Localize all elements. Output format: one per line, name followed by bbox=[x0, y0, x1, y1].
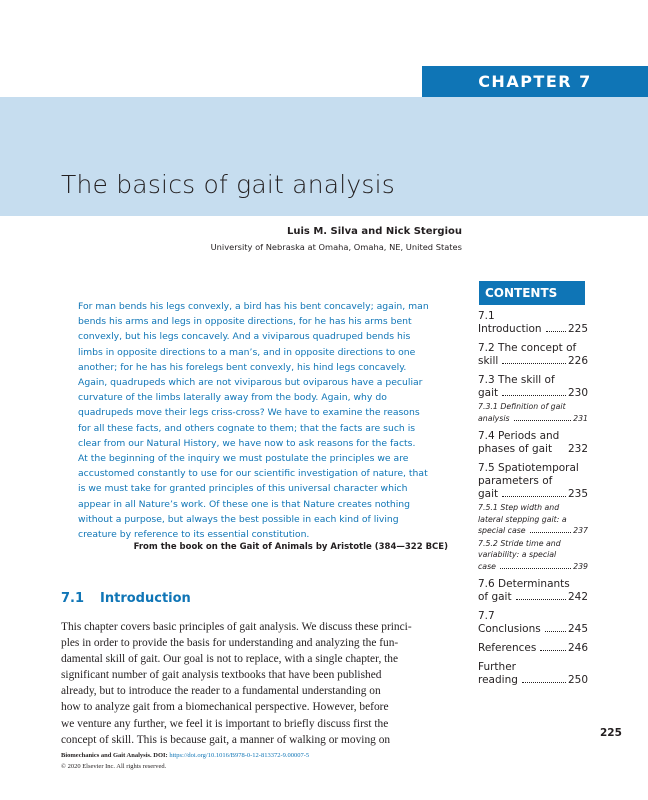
chapter-title: The basics of gait analysis bbox=[61, 170, 396, 199]
toc-entry-page: 250 bbox=[567, 674, 588, 686]
toc-entry-number: 7.4 Periods and bbox=[478, 430, 560, 442]
toc-entry-page: 239 bbox=[573, 561, 588, 571]
footer-book-line bbox=[61, 752, 309, 759]
toc-entry-page: 246 bbox=[567, 642, 588, 654]
toc-entry[interactable] bbox=[478, 374, 588, 400]
body-line: we venture any further, we feel it is important to briefly discuss first the bbox=[61, 717, 389, 730]
toc-entry-page: 231 bbox=[573, 413, 588, 423]
toc-entry-label: Conclusions bbox=[478, 623, 541, 635]
toc-entry-number-cont: variability: a special bbox=[478, 550, 557, 559]
epigraph-line: appear in all Nature’s work. Of these one is that Nature creates nothing bbox=[78, 498, 411, 510]
toc-entry-label: analysis bbox=[478, 413, 510, 423]
toc-entry-page: 235 bbox=[567, 488, 588, 500]
epigraph-line: For man bends his legs convexly, a bird has his bent concavely; again, man bbox=[78, 301, 429, 312]
toc-entry-label: Introduction bbox=[478, 323, 542, 335]
epigraph-line: curvature of the limbs laterally away from the body. Again, why do bbox=[78, 392, 387, 404]
toc-entry-number: Further bbox=[478, 661, 516, 673]
epigraph-line: for all these facts, and others cognate to them; that the facts are such is bbox=[78, 422, 416, 434]
toc-entry-label: skill bbox=[478, 355, 499, 367]
toc-entry-number: 7.3 The skill of bbox=[478, 374, 555, 386]
body-line: concept of skill. This is because gait, a manner of walking or moving on bbox=[61, 733, 391, 746]
epigraph-line: limbs in opposite directions to a man’s, and in opposite directions to one bbox=[78, 346, 416, 358]
table-of-contents bbox=[478, 310, 588, 693]
epigraph-line: quadrupeds move their legs criss-cross? We have to examine the reasons bbox=[78, 407, 420, 419]
toc-entry-label: gait bbox=[478, 387, 499, 399]
toc-subentry[interactable] bbox=[478, 401, 588, 424]
epigraph-line: bends his arms and legs in opposite directions, for he has his arms bent bbox=[78, 316, 412, 328]
toc-entry[interactable] bbox=[478, 342, 588, 368]
toc-subentry[interactable] bbox=[478, 538, 588, 573]
epigraph-line: accustomed constantly to use for our scientific investigation of nature, that bbox=[78, 468, 428, 480]
affiliation: University of Nebraska at Omaha, Omaha, NE, United States bbox=[210, 242, 462, 252]
contents-heading: CONTENTS bbox=[479, 281, 585, 305]
toc-entry-label: special case bbox=[478, 526, 526, 535]
epigraph-line: creature by reference to its essential constitution. bbox=[78, 529, 310, 541]
section-title: Introduction bbox=[100, 591, 191, 606]
toc-entry-label: reading bbox=[478, 674, 518, 686]
toc-entry-page: 226 bbox=[567, 355, 588, 367]
toc-entry-number: 7.2 The concept of bbox=[478, 342, 577, 354]
toc-entry-label: gait bbox=[478, 488, 499, 500]
toc-entry-number: 7.5 Spatiotemporal bbox=[478, 462, 579, 474]
body-line: damental skill of gait. Our goal is not to replace, with a single chapter, the bbox=[61, 653, 399, 666]
footer-copyright: © 2020 Elsevier Inc. All rights reserved. bbox=[61, 763, 167, 770]
body-line: already, but to introduce the reader to a fundamental understanding on bbox=[61, 685, 381, 698]
epigraph-line: another; for he has his forelegs bent convexly, his hind legs concavely. bbox=[78, 361, 407, 373]
doi-link[interactable]: https://doi.org/10.1016/B978-0-12-813372-9.00007-5 bbox=[169, 752, 310, 759]
page-number: 225 bbox=[600, 727, 622, 739]
toc-entry-number: 7.5.1 Step width and bbox=[478, 503, 560, 512]
section-heading bbox=[61, 591, 191, 606]
section-number: 7.1 bbox=[61, 591, 85, 606]
toc-entry[interactable] bbox=[478, 462, 588, 501]
body-text bbox=[61, 619, 463, 748]
toc-entry-number: 7.1 bbox=[478, 310, 495, 322]
epigraph-line: convexly, but his legs concavely. And a viviparous quadruped bends his bbox=[78, 331, 411, 343]
body-line: This chapter covers basic principles of gait analysis. We discuss these princi- bbox=[61, 621, 412, 633]
epigraph-source: From the book on the Gait of Animals by Aristotle (384—322 BCE) bbox=[133, 542, 448, 552]
toc-entry[interactable] bbox=[478, 578, 588, 604]
epigraph-line: is we must take for granted principles of this universal character which bbox=[78, 483, 408, 495]
toc-entry-label: References bbox=[478, 642, 537, 654]
toc-entry-number-cont: lateral stepping gait: a bbox=[478, 514, 567, 524]
epigraph bbox=[78, 299, 448, 542]
toc-entry-page: 230 bbox=[567, 387, 588, 399]
toc-entry-page: 232 bbox=[567, 443, 588, 455]
epigraph-line: At the beginning of the inquiry we must postulate the principles we are bbox=[78, 453, 409, 465]
epigraph-line: Again, quadrupeds which are not viviparous but oviparous have a peculiar bbox=[78, 377, 423, 389]
toc-entry[interactable] bbox=[478, 310, 588, 336]
toc-entry-label: of gait bbox=[478, 591, 512, 603]
epigraph-line: clear from our Natural History, we have now to ask reasons for the facts. bbox=[78, 437, 416, 449]
toc-entry-number: 7.3.1 Definition of gait bbox=[478, 402, 566, 411]
chapter-label: CHAPTER 7 bbox=[422, 66, 648, 97]
toc-entry-number: 7.7 bbox=[478, 610, 495, 622]
body-line: significant number of gait analysis textbooks that have been published bbox=[61, 669, 382, 682]
toc-entry-page: 225 bbox=[567, 323, 588, 335]
toc-entry-page: 237 bbox=[573, 526, 588, 535]
toc-entry[interactable] bbox=[478, 661, 588, 687]
toc-entry[interactable] bbox=[478, 642, 588, 655]
toc-entry-number: 7.5.2 Stride time and bbox=[478, 538, 561, 548]
authors: Luis M. Silva and Nick Stergiou bbox=[286, 226, 462, 237]
toc-entry-number-cont: parameters of bbox=[478, 475, 553, 487]
toc-entry[interactable] bbox=[478, 430, 588, 456]
epigraph-line: without a purpose, but always the best possible in each kind of living bbox=[78, 513, 399, 525]
toc-entry-number: 7.6 Determinants bbox=[478, 578, 570, 590]
toc-entry-page: 245 bbox=[567, 623, 588, 635]
body-line: ples in order to provide the basis for understanding and analyzing the fun- bbox=[61, 637, 399, 650]
toc-entry-page: 242 bbox=[567, 591, 588, 603]
toc-entry-label: case bbox=[478, 561, 496, 571]
body-line: how to analyze gait from a biomechanical perspective. However, before bbox=[61, 701, 389, 714]
toc-entry-label: phases of gait bbox=[478, 443, 553, 455]
toc-subentry[interactable] bbox=[478, 502, 588, 537]
toc-entry[interactable] bbox=[478, 610, 588, 636]
footer-book-title: Biomechanics and Gait Analysis. DOI: bbox=[61, 752, 168, 759]
